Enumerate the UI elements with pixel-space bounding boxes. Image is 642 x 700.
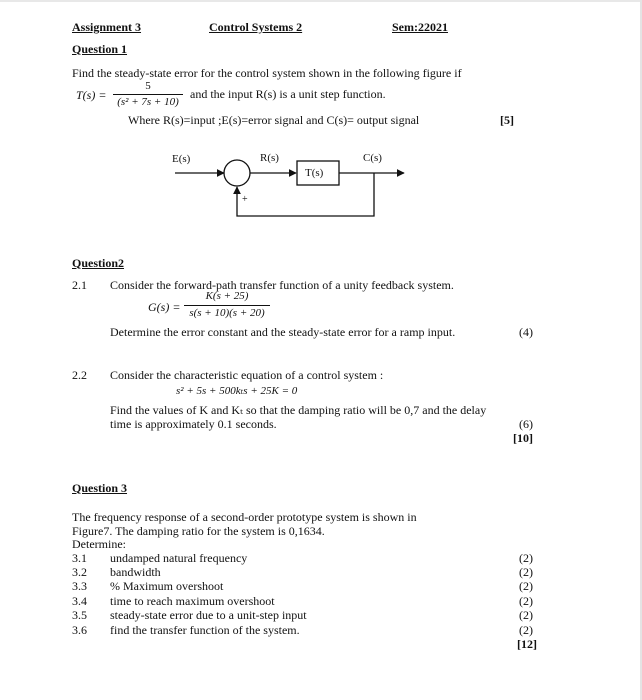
q1-tf-numerator: 5 (145, 80, 151, 92)
label-e: E(s) (172, 153, 191, 165)
label-c: C(s) (363, 152, 382, 164)
feedback-plus-sign: + (242, 194, 248, 205)
semester-label: Sem:22021 (392, 20, 448, 34)
q3-item-text: bandwidth (110, 565, 161, 579)
q1-tf-tail: and the input R(s) is a unit step function. (190, 87, 386, 101)
label-r: R(s) (260, 152, 279, 164)
q3-item-text: undamped natural frequency (110, 551, 248, 565)
q3-item-marks: (2) (519, 579, 533, 593)
q2-1-tf-denominator: s(s + 10)(s + 20) (189, 307, 265, 319)
q2-1-text: Consider the forward-path transfer function of a unity feedback system. (110, 278, 454, 292)
q3-intro-line-2: Figure7. The damping ratio for the system is 0,1634. (72, 524, 325, 538)
q2-1-marks: (4) (519, 325, 533, 339)
q3-item-text: time to reach maximum overshoot (110, 594, 275, 608)
q3-item-marks: (2) (519, 608, 533, 622)
q3-item-text: % Maximum overshoot (110, 579, 224, 593)
q1-intro: Find the steady-state error for the control system shown in the following figure if (72, 66, 462, 80)
summing-junction (224, 160, 250, 186)
q3-item-number: 3.3 (72, 579, 87, 593)
q2-title: Question2 (72, 256, 125, 270)
q1-tf-denominator: (s² + 7s + 10) (117, 96, 179, 108)
q3-item-marks: (2) (519, 551, 533, 565)
q3-determine: Determine: (72, 537, 126, 551)
q2-2-task-line-2: time is approximately 0.1 seconds. (110, 417, 277, 431)
q3-total: [12] (517, 637, 537, 651)
q3-item-marks: (2) (519, 594, 533, 608)
q1-marks: [5] (500, 113, 514, 127)
q1-where: Where R(s)=input ;E(s)=error signal and C(s)= output signal (128, 113, 420, 127)
q3-item-number: 3.4 (72, 594, 87, 608)
q3-item-number: 3.6 (72, 623, 87, 637)
q3-item-text: steady-state error due to a unit-step input (110, 608, 307, 622)
q2-1-tf-lhs: G(s) = (148, 300, 181, 314)
q2-2-number: 2.2 (72, 368, 87, 382)
q3-item-number: 3.1 (72, 551, 87, 565)
q3-item-marks: (2) (519, 623, 533, 637)
q2-2-equation: s² + 5s + 500kₜs + 25K = 0 (176, 385, 298, 397)
block-label: T(s) (305, 167, 324, 179)
q2-2-text: Consider the characteristic equation of a control system : (110, 368, 384, 382)
q2-2-task-line-1: Find the values of K and Kₜ so that the damping ratio will be 0,7 and the delay (110, 403, 487, 417)
q2-total: [10] (513, 431, 533, 445)
q2-1-tf-fraction-bar (184, 305, 270, 306)
assignment-label: Assignment 3 (72, 20, 142, 34)
q2-2-marks: (6) (519, 417, 533, 431)
q2-1-tf-numerator: K(s + 25) (205, 290, 249, 302)
q3-item-marks: (2) (519, 565, 533, 579)
q2-1-task: Determine the error constant and the steady-state error for a ramp input. (110, 325, 456, 339)
q3-title: Question 3 (72, 481, 128, 495)
q3-intro-line-1: The frequency response of a second-order prototype system is shown in (72, 510, 417, 524)
q2-1-number: 2.1 (72, 278, 87, 292)
q1-title: Question 1 (72, 42, 128, 56)
q3-item-number: 3.2 (72, 565, 87, 579)
q3-item-text: find the transfer function of the system. (110, 623, 300, 637)
q3-item-number: 3.5 (72, 608, 87, 622)
q1-tf-lhs: T(s) = (76, 88, 107, 102)
course-label: Control Systems 2 (209, 20, 303, 34)
